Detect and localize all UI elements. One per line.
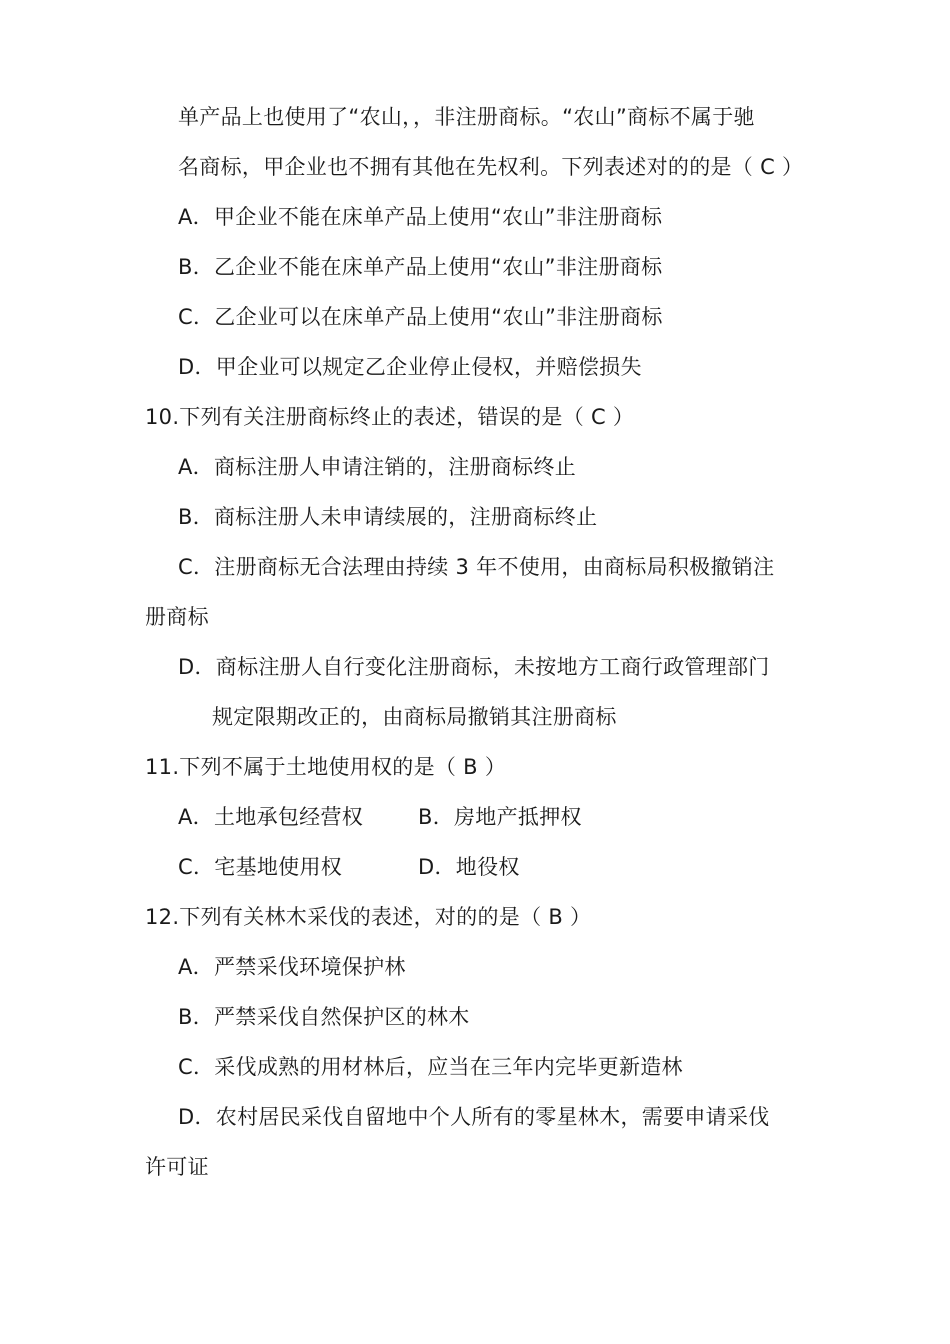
q11-option-a: A．土地承包经营权	[178, 805, 364, 829]
q12-option-b: B．严禁采伐自然保护区的林木	[178, 1005, 470, 1029]
q11-option-c: C．宅基地使用权	[178, 855, 343, 879]
q10-option-b: B．商标注册人未申请续展的，注册商标终止	[178, 505, 598, 529]
q10-stem: 10.下列有关注册商标终止的表述，错误的是（ C ）	[145, 405, 635, 429]
q12-option-d-line-2: 许可证	[145, 1155, 209, 1179]
q9-stem-line-2: 名商标，甲企业也不拥有其他在先权利。下列表述对的的是（ C ）	[178, 155, 804, 179]
q12-option-d-line-1: D．农村居民采伐自留地中个人所有的零星林木，需要申请采伐	[178, 1105, 770, 1129]
q10-option-c-line-1: C．注册商标无合法理由持续 3 年不使用，由商标局积极撤销注	[178, 555, 775, 579]
q11-option-d: D．地役权	[418, 855, 520, 879]
q12-option-c: C．采伐成熟的用材林后，应当在三年内完毕更新造林	[178, 1055, 683, 1079]
q11-option-b: B．房地产抵押权	[418, 805, 582, 829]
q10-option-d-line-1: D．商标注册人自行变化注册商标，未按地方工商行政管理部门	[178, 655, 770, 679]
q10-option-d-line-2: 规定限期改正的，由商标局撤销其注册商标	[212, 705, 617, 729]
q9-option-d: D．甲企业可以规定乙企业停止侵权，并赔偿损失	[178, 355, 642, 379]
q10-option-c-line-2: 册商标	[145, 605, 209, 629]
q11-stem: 11.下列不属于土地使用权的是（ B ）	[145, 755, 507, 779]
q9-stem-line-1: 单产品上也使用了“农山，，非注册商标。“农山”商标不属于驰	[178, 105, 755, 129]
q12-option-a: A．严禁采伐环境保护林	[178, 955, 406, 979]
q9-option-c: C．乙企业可以在床单产品上使用“农山”非注册商标	[178, 305, 663, 329]
q9-option-b: B．乙企业不能在床单产品上使用“农山”非注册商标	[178, 255, 663, 279]
q12-stem: 12.下列有关林木采伐的表述，对的的是（ B ）	[145, 905, 592, 929]
q10-option-a: A．商标注册人申请注销的，注册商标终止	[178, 455, 577, 479]
q9-option-a: A．甲企业不能在床单产品上使用“农山”非注册商标	[178, 205, 663, 229]
